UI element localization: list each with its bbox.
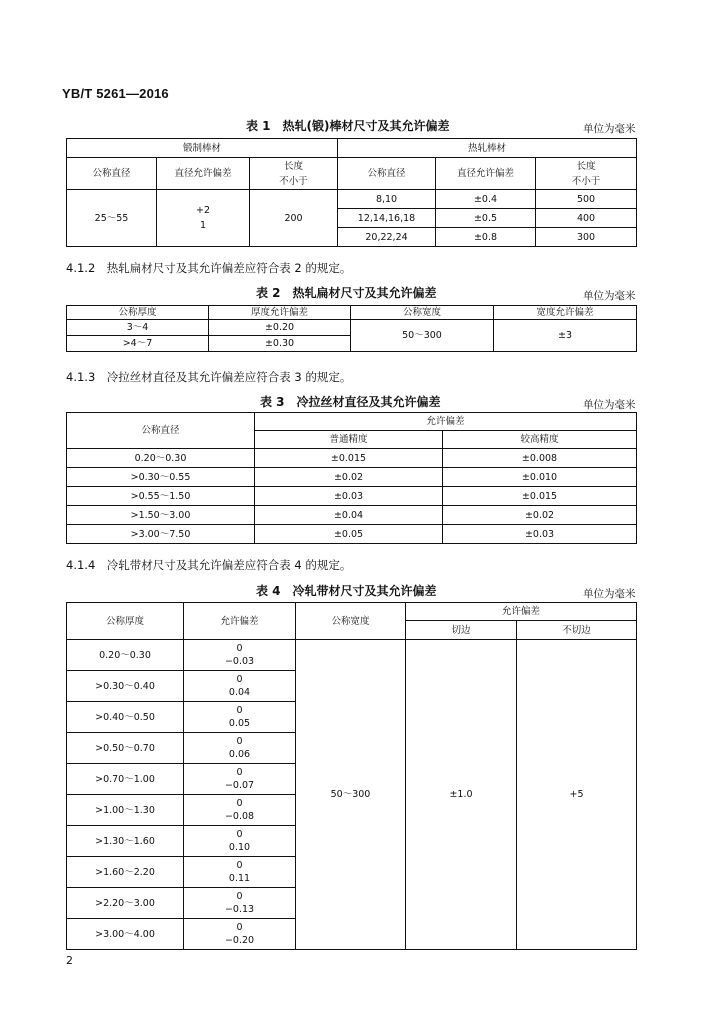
para-4-1-4: 4.1.4 冷轧带材尺寸及其允许偏差应符合表 4 的规定。 (66, 558, 352, 572)
table4-width: 50～300 (296, 640, 406, 950)
table-cell: ±0.02 (255, 468, 443, 487)
table-cell: >1.00～1.30 (67, 795, 184, 826)
table3-caption: 表 3 冷拉丝材直径及其允许偏差 (260, 395, 441, 409)
table-cell: >4～7 (67, 336, 209, 352)
tol-lower: 0.05 (228, 718, 251, 729)
table3-unit: 单位为毫米 (583, 399, 636, 411)
tol-upper: 0 (236, 705, 243, 716)
tol-lower: 0.04 (228, 687, 251, 698)
table3-header-tol: 允许偏差 (255, 413, 637, 431)
page-number: 2 (66, 954, 73, 967)
table4-tol-cell (184, 857, 296, 888)
table4-header-width: 公称宽度 (296, 603, 406, 640)
table-cell: ±0.30 (209, 336, 351, 352)
table-cell: ±0.8 (436, 228, 536, 247)
table1-forged-dia: 25～55 (67, 190, 157, 247)
table-cell: ±0.008 (443, 449, 637, 468)
table-cell: ±0.05 (255, 525, 443, 544)
table4-tol-cell (184, 733, 296, 764)
table-cell: >0.50～0.70 (67, 733, 184, 764)
table-cell: >0.55～1.50 (67, 487, 255, 506)
table-cell: ±0.20 (209, 320, 351, 336)
table4-uncut-tol: +5 (517, 640, 637, 950)
table4-header-uncut: 不切边 (517, 621, 637, 640)
table-cell: 8,10 (338, 190, 436, 209)
table2-caption: 表 2 热轧扁材尺寸及其允许偏差 (256, 286, 437, 300)
table4-header-thickness: 公称厚度 (67, 603, 184, 640)
table4-header-width-tol: 允许偏差 (406, 603, 637, 621)
table-cell: >2.20～3.00 (67, 888, 184, 919)
table-cell: >0.30～0.40 (67, 671, 184, 702)
table-cell: ±0.02 (443, 506, 637, 525)
table4-tol-cell (184, 919, 296, 950)
table4-tol-cell (184, 826, 296, 857)
table3-header-normal: 普通精度 (255, 431, 443, 449)
table2-header-thickness: 公称厚度 (67, 306, 209, 320)
tol-lower: 0.10 (228, 842, 251, 853)
table3-header-dia: 公称直径 (67, 413, 255, 449)
table4-header-thickness-tol: 允许偏差 (184, 603, 296, 640)
table4-tol-cell (184, 671, 296, 702)
table1-forged-title: 锻制棒材 (67, 139, 338, 158)
table1-hot-header-dia-tol: 直径允许偏差 (436, 158, 536, 190)
table1-hot-header-length-1: 长度 (576, 160, 596, 172)
table4-tol-cell (184, 764, 296, 795)
table-cell: 0.20～0.30 (67, 449, 255, 468)
tol-upper: 0 (236, 736, 243, 747)
tol-upper: 0 (236, 798, 243, 809)
table1-header-nominal-dia: 公称直径 (67, 158, 157, 190)
table-cell: >1.50～3.00 (67, 506, 255, 525)
table-cell: >0.40～0.50 (67, 702, 184, 733)
table1-forged-tol-upper: +2 (195, 205, 210, 216)
table3 (66, 412, 637, 544)
table4-tol-cell (184, 702, 296, 733)
table4 (66, 602, 637, 950)
table-cell: ±0.03 (255, 487, 443, 506)
tol-lower: −0.07 (224, 780, 255, 791)
table1-header-length-2: 不小于 (279, 175, 308, 187)
table-cell: ±0.5 (436, 209, 536, 228)
table-cell: >1.30～1.60 (67, 826, 184, 857)
tol-upper: 0 (236, 891, 243, 902)
table4-tol-cell (184, 888, 296, 919)
table-cell: ±0.4 (436, 190, 536, 209)
tol-lower: −0.08 (224, 811, 255, 822)
table2-unit: 单位为毫米 (583, 290, 636, 302)
table1-hot-header-length-2: 不小于 (571, 175, 601, 187)
table2-header-width: 公称宽度 (351, 306, 494, 320)
tol-upper: 0 (236, 674, 243, 685)
table1-hot-header-nominal-dia: 公称直径 (338, 158, 436, 190)
table-cell: ±0.04 (255, 506, 443, 525)
table4-header-cut: 切边 (406, 621, 517, 640)
table1 (66, 138, 637, 247)
table1-hot-header-length (536, 158, 637, 190)
tol-lower: −0.13 (224, 904, 255, 915)
table-cell: 0.20～0.30 (67, 640, 184, 671)
table-cell: 400 (536, 209, 637, 228)
table4-cut-tol: ±1.0 (406, 640, 517, 950)
table4-tol-cell (184, 640, 296, 671)
table1-forged-len: 200 (250, 190, 338, 247)
table1-header-dia-tol: 直径允许偏差 (157, 158, 250, 190)
table3-header-high: 较高精度 (443, 431, 637, 449)
table-cell: 20,22,24 (338, 228, 436, 247)
tol-lower: −0.20 (224, 935, 255, 946)
table1-caption: 表 1 热轧(锻)棒材尺寸及其允许偏差 (246, 119, 450, 133)
table2 (66, 305, 637, 352)
tol-upper: 0 (236, 767, 243, 778)
table1-forged-tol (157, 190, 250, 247)
table4-caption: 表 4 冷轧带材尺寸及其允许偏差 (256, 584, 437, 598)
tol-lower: 0.11 (228, 873, 251, 884)
table-cell: >0.70～1.00 (67, 764, 184, 795)
table-cell: 3～4 (67, 320, 209, 336)
table2-header-width-tol: 宽度允许偏差 (494, 306, 637, 320)
table-cell: 500 (536, 190, 637, 209)
table2-width: 50～300 (351, 320, 494, 352)
table-cell: 300 (536, 228, 637, 247)
table1-header-length-1: 长度 (284, 160, 304, 172)
table-cell: ±0.015 (255, 449, 443, 468)
table4-tol-cell (184, 795, 296, 826)
table1-unit: 单位为毫米 (583, 123, 636, 135)
table4-unit: 单位为毫米 (583, 588, 636, 600)
para-4-1-2: 4.1.2 热轧扁材尺寸及其允许偏差应符合表 2 的规定。 (66, 261, 352, 275)
table-cell: ±0.015 (443, 487, 637, 506)
tol-upper: 0 (236, 643, 243, 654)
tol-upper: 0 (236, 860, 243, 871)
table-cell: >1.60～2.20 (67, 857, 184, 888)
tol-upper: 0 (236, 922, 243, 933)
standard-number: YB/T 5261—2016 (62, 86, 169, 101)
table-cell: >3.00～4.00 (67, 919, 184, 950)
table1-hot-title: 热轧棒材 (338, 139, 637, 158)
tol-lower: 0.06 (228, 749, 251, 760)
table1-forged-tol-lower: 1 (199, 220, 207, 231)
tol-upper: 0 (236, 829, 243, 840)
table2-header-thickness-tol: 厚度允许偏差 (209, 306, 351, 320)
table-cell: >0.30～0.55 (67, 468, 255, 487)
table-cell: 12,14,16,18 (338, 209, 436, 228)
table-cell: ±0.03 (443, 525, 637, 544)
tol-lower: −0.03 (224, 656, 255, 667)
table2-width-tol: ±3 (494, 320, 637, 352)
table-cell: ±0.010 (443, 468, 637, 487)
para-4-1-3: 4.1.3 冷拉丝材直径及其允许偏差应符合表 3 的规定。 (66, 370, 352, 384)
table-cell: >3.00～7.50 (67, 525, 255, 544)
table1-header-length (250, 158, 338, 190)
